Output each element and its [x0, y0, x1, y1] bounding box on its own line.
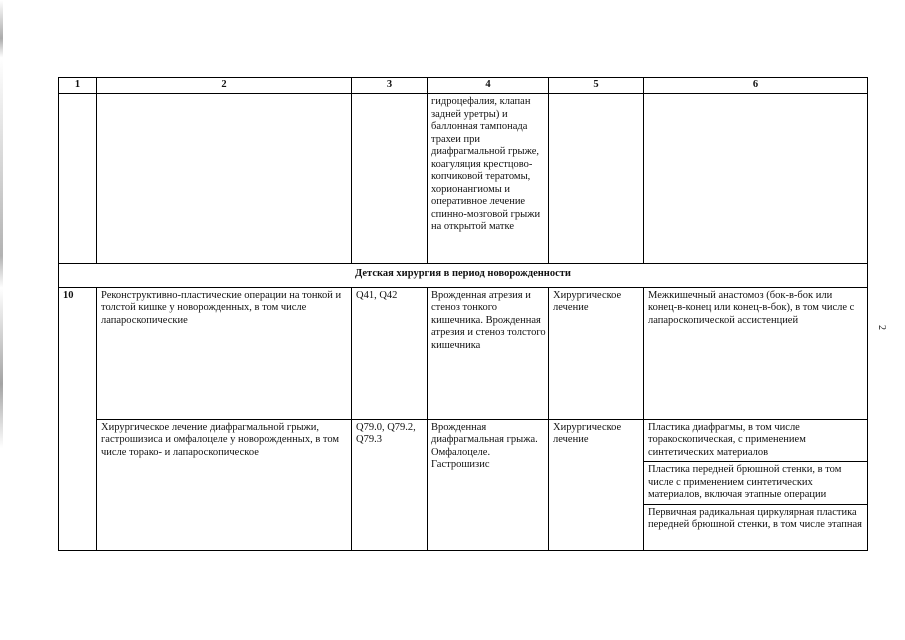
model-cell: Врожденная атрезия и стеноз тонкого кишечника. Врожденная атрезия и стеноз толстого кишечника	[428, 287, 549, 419]
treatment-method-item: Пластика передней брюшной стенки, в том числе с применением синтетических материалов, включая этапные операции	[644, 461, 867, 504]
medical-care-table	[58, 77, 868, 551]
intervention-name-cell: Реконструктивно-пластические операции на тонкой и толстой кишке у новорожденных, в том числе лапароскопические	[97, 287, 352, 419]
icd-codes-cell: Q79.0, Q79.2, Q79.3	[352, 419, 428, 550]
treatment-type-cell: Хирургическое лечение	[549, 419, 644, 550]
column-header: 6	[644, 78, 868, 94]
model-cell: гидроцефалия, клапан задней уретры) и баллонная тампонада трахеи при диафрагмальной грыже, коагуляция крестцово-копчиковой тератомы, хорионангиомы и оперативное лечение спинно-мозговой грыжи на открытой матке	[428, 94, 549, 264]
column-header: 3	[352, 78, 428, 94]
intervention-name-cell: Хирургическое лечение диафрагмальной грыжи, гастрошизиса и омфалоцеле у новорожденных, в том числе торако- и лапароскопическое	[97, 419, 352, 550]
section-title: Детская хирургия в период новорожденности	[59, 264, 868, 288]
section-row	[59, 264, 868, 288]
icd-codes-cell: Q41, Q42	[352, 287, 428, 419]
treatment-method-item: Пластика диафрагмы, в том числе торакоскопическая, с применением синтетических материалов	[648, 421, 806, 458]
treatment-methods-cell	[644, 419, 868, 550]
column-header: 2	[97, 78, 352, 94]
table-row	[59, 287, 868, 419]
table-row	[59, 419, 868, 550]
treatment-method-item: Первичная радикальная циркулярная пластика передней брюшной стенки, в том числе этапная	[644, 504, 867, 550]
scan-edge-artifact	[0, 0, 3, 640]
column-header: 5	[549, 78, 644, 94]
treatment-type-cell: Хирургическое лечение	[549, 287, 644, 419]
row-number: 10	[59, 287, 97, 550]
column-header: 4	[428, 78, 549, 94]
treatment-method-cell: Межкишечный анастомоз (бок-в-бок или конец-в-конец или конец-в-бок), в том числе с лапароскопической ассистенцией	[644, 287, 868, 419]
table-header-row	[59, 78, 868, 94]
column-header: 1	[59, 78, 97, 94]
model-cell: Врожденная диафрагмальная грыжа. Омфалоцеле. Гастрошизис	[428, 419, 549, 550]
table-row-continued	[59, 94, 868, 264]
page-number: 2	[876, 325, 887, 330]
